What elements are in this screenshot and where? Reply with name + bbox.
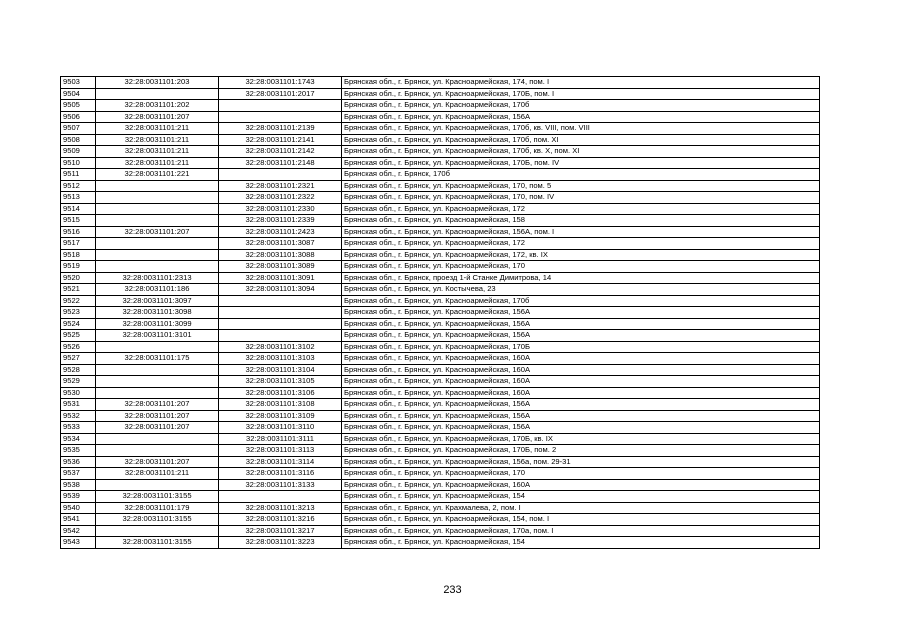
cell-row-number: 9535 bbox=[61, 445, 96, 457]
cell-row-number: 9511 bbox=[61, 169, 96, 181]
cell-row-number: 9524 bbox=[61, 318, 96, 330]
cell-address: Брянская обл., г. Брянск, ул. Красноармейская, 170б, пом. XI bbox=[342, 134, 820, 146]
cell-object-cadastral-number: 32:28:0031101:3133 bbox=[219, 479, 342, 491]
cell-object-cadastral-number: 32:28:0031101:3087 bbox=[219, 238, 342, 250]
cell-parcel-cadastral-number: 32:28:0031101:207 bbox=[96, 111, 219, 123]
cell-parcel-cadastral-number bbox=[96, 387, 219, 399]
cell-row-number: 9528 bbox=[61, 364, 96, 376]
registry-table bbox=[60, 76, 820, 549]
cell-address: Брянская обл., г. Брянск, проезд 1-й Станке Димитрова, 14 bbox=[342, 272, 820, 284]
table-row bbox=[61, 146, 820, 158]
cell-parcel-cadastral-number bbox=[96, 433, 219, 445]
table-row bbox=[61, 456, 820, 468]
cell-parcel-cadastral-number: 32:28:0031101:179 bbox=[96, 502, 219, 514]
cell-address: Брянская обл., г. Брянск, ул. Красноармейская, 170Б, пом. I bbox=[342, 88, 820, 100]
cell-row-number: 9509 bbox=[61, 146, 96, 158]
cell-row-number: 9541 bbox=[61, 514, 96, 526]
cell-object-cadastral-number bbox=[219, 169, 342, 181]
cell-parcel-cadastral-number: 32:28:0031101:3098 bbox=[96, 307, 219, 319]
cell-row-number: 9525 bbox=[61, 330, 96, 342]
cell-parcel-cadastral-number bbox=[96, 215, 219, 227]
cell-parcel-cadastral-number: 32:28:0031101:211 bbox=[96, 146, 219, 158]
cell-object-cadastral-number bbox=[219, 491, 342, 503]
cell-row-number: 9510 bbox=[61, 157, 96, 169]
cell-address: Брянская обл., г. Брянск, ул. Красноармейская, 170Б, пом. 2 bbox=[342, 445, 820, 457]
cell-object-cadastral-number: 32:28:0031101:3111 bbox=[219, 433, 342, 445]
cell-row-number: 9534 bbox=[61, 433, 96, 445]
cell-object-cadastral-number: 32:28:0031101:2141 bbox=[219, 134, 342, 146]
cell-object-cadastral-number bbox=[219, 100, 342, 112]
cell-address: Брянская обл., г. Брянск, ул. Красноармейская, 156А bbox=[342, 410, 820, 422]
cell-address: Брянская обл., г. Брянск, ул. Красноармейская, 160А bbox=[342, 376, 820, 388]
cell-address: Брянская обл., г. Брянск, ул. Красноармейская, 160А bbox=[342, 479, 820, 491]
cell-object-cadastral-number: 32:28:0031101:3103 bbox=[219, 353, 342, 365]
cell-row-number: 9514 bbox=[61, 203, 96, 215]
cell-object-cadastral-number: 32:28:0031101:2423 bbox=[219, 226, 342, 238]
table-row bbox=[61, 376, 820, 388]
cell-object-cadastral-number: 32:28:0031101:3116 bbox=[219, 468, 342, 480]
cell-row-number: 9543 bbox=[61, 537, 96, 549]
cell-parcel-cadastral-number: 32:28:0031101:221 bbox=[96, 169, 219, 181]
cell-address: Брянская обл., г. Брянск, ул. Красноармейская, 170Б, пом. IV bbox=[342, 157, 820, 169]
cell-address: Брянская обл., г. Брянск, ул. Красноармейская, 154 bbox=[342, 537, 820, 549]
cell-address: Брянская обл., г. Брянск, ул. Красноармейская, 156А bbox=[342, 111, 820, 123]
cell-parcel-cadastral-number: 32:28:0031101:203 bbox=[96, 77, 219, 89]
cell-object-cadastral-number bbox=[219, 318, 342, 330]
table-row bbox=[61, 537, 820, 549]
table-row bbox=[61, 226, 820, 238]
table-row bbox=[61, 468, 820, 480]
table-row bbox=[61, 514, 820, 526]
cell-row-number: 9531 bbox=[61, 399, 96, 411]
cell-address: Брянская обл., г. Брянск, ул. Красноармейская, 172, кв. IX bbox=[342, 249, 820, 261]
cell-address: Брянская обл., г. Брянск, ул. Красноармейская, 156А bbox=[342, 422, 820, 434]
table-row bbox=[61, 341, 820, 353]
cell-parcel-cadastral-number: 32:28:0031101:211 bbox=[96, 134, 219, 146]
cell-address: Брянская обл., г. Брянск, ул. Красноармейская, 158 bbox=[342, 215, 820, 227]
cell-row-number: 9515 bbox=[61, 215, 96, 227]
table-row bbox=[61, 203, 820, 215]
cell-row-number: 9526 bbox=[61, 341, 96, 353]
cell-row-number: 9512 bbox=[61, 180, 96, 192]
cell-parcel-cadastral-number bbox=[96, 249, 219, 261]
cell-address: Брянская обл., г. Брянск, ул. Красноармейская, 156а, пом. 29-31 bbox=[342, 456, 820, 468]
cell-parcel-cadastral-number: 32:28:0031101:175 bbox=[96, 353, 219, 365]
table-row bbox=[61, 123, 820, 135]
cell-parcel-cadastral-number: 32:28:0031101:3155 bbox=[96, 514, 219, 526]
table-row bbox=[61, 330, 820, 342]
cell-parcel-cadastral-number bbox=[96, 192, 219, 204]
cell-parcel-cadastral-number bbox=[96, 180, 219, 192]
cell-parcel-cadastral-number bbox=[96, 203, 219, 215]
table-row bbox=[61, 180, 820, 192]
cell-address: Брянская обл., г. Брянск, ул. Красноармейская, 170Б bbox=[342, 341, 820, 353]
table-row bbox=[61, 100, 820, 112]
cell-object-cadastral-number: 32:28:0031101:3088 bbox=[219, 249, 342, 261]
cell-object-cadastral-number: 32:28:0031101:3109 bbox=[219, 410, 342, 422]
cell-address: Брянская обл., г. Брянск, ул. Красноармейская, 170б bbox=[342, 295, 820, 307]
cell-parcel-cadastral-number: 32:28:0031101:3155 bbox=[96, 537, 219, 549]
table-row bbox=[61, 422, 820, 434]
cell-parcel-cadastral-number: 32:28:0031101:207 bbox=[96, 226, 219, 238]
cell-parcel-cadastral-number bbox=[96, 376, 219, 388]
registry-table-body bbox=[61, 77, 820, 549]
cell-object-cadastral-number: 32:28:0031101:3106 bbox=[219, 387, 342, 399]
cell-object-cadastral-number: 32:28:0031101:2339 bbox=[219, 215, 342, 227]
cell-row-number: 9540 bbox=[61, 502, 96, 514]
cell-row-number: 9508 bbox=[61, 134, 96, 146]
table-row bbox=[61, 77, 820, 89]
cell-row-number: 9539 bbox=[61, 491, 96, 503]
table-row bbox=[61, 169, 820, 181]
cell-object-cadastral-number: 32:28:0031101:3104 bbox=[219, 364, 342, 376]
table-row bbox=[61, 445, 820, 457]
cell-row-number: 9507 bbox=[61, 123, 96, 135]
cell-parcel-cadastral-number: 32:28:0031101:3099 bbox=[96, 318, 219, 330]
cell-row-number: 9505 bbox=[61, 100, 96, 112]
table-row bbox=[61, 238, 820, 250]
cell-address: Брянская обл., г. Брянск, ул. Красноармейская, 156А bbox=[342, 307, 820, 319]
cell-address: Брянская обл., г. Брянск, ул. Красноармейская, 170 bbox=[342, 468, 820, 480]
cell-parcel-cadastral-number bbox=[96, 479, 219, 491]
table-row bbox=[61, 387, 820, 399]
cell-address: Брянская обл., г. Брянск, ул. Красноармейская, 174, пом. I bbox=[342, 77, 820, 89]
cell-parcel-cadastral-number bbox=[96, 341, 219, 353]
cell-object-cadastral-number: 32:28:0031101:3110 bbox=[219, 422, 342, 434]
table-row bbox=[61, 215, 820, 227]
cell-object-cadastral-number: 32:28:0031101:2142 bbox=[219, 146, 342, 158]
cell-parcel-cadastral-number: 32:28:0031101:207 bbox=[96, 399, 219, 411]
cell-object-cadastral-number: 32:28:0031101:3091 bbox=[219, 272, 342, 284]
table-row bbox=[61, 353, 820, 365]
table-row bbox=[61, 88, 820, 100]
cell-address: Брянская обл., г. Брянск, ул. Красноармейская, 172 bbox=[342, 203, 820, 215]
table-row bbox=[61, 157, 820, 169]
cell-parcel-cadastral-number bbox=[96, 88, 219, 100]
cell-address: Брянская обл., г. Брянск, ул. Красноармейская, 160А bbox=[342, 387, 820, 399]
cell-row-number: 9530 bbox=[61, 387, 96, 399]
cell-object-cadastral-number bbox=[219, 307, 342, 319]
cell-address: Брянская обл., г. Брянск, 170б bbox=[342, 169, 820, 181]
cell-parcel-cadastral-number: 32:28:0031101:211 bbox=[96, 123, 219, 135]
cell-address: Брянская обл., г. Брянск, ул. Красноармейская, 156А bbox=[342, 399, 820, 411]
table-row bbox=[61, 433, 820, 445]
cell-object-cadastral-number: 32:28:0031101:3216 bbox=[219, 514, 342, 526]
cell-object-cadastral-number: 32:28:0031101:2017 bbox=[219, 88, 342, 100]
table-row bbox=[61, 502, 820, 514]
cell-object-cadastral-number: 32:28:0031101:3105 bbox=[219, 376, 342, 388]
cell-row-number: 9542 bbox=[61, 525, 96, 537]
cell-row-number: 9538 bbox=[61, 479, 96, 491]
cell-address: Брянская обл., г. Брянск, ул. Красноармейская, 154, пом. I bbox=[342, 514, 820, 526]
cell-row-number: 9518 bbox=[61, 249, 96, 261]
cell-object-cadastral-number bbox=[219, 330, 342, 342]
table-row bbox=[61, 307, 820, 319]
page-number: 233 bbox=[443, 584, 462, 596]
cell-row-number: 9517 bbox=[61, 238, 96, 250]
cell-row-number: 9537 bbox=[61, 468, 96, 480]
cell-parcel-cadastral-number: 32:28:0031101:2313 bbox=[96, 272, 219, 284]
cell-address: Брянская обл., г. Брянск, ул. Красноармейская, 170, пом. 5 bbox=[342, 180, 820, 192]
cell-address: Брянская обл., г. Брянск, ул. Красноармейская, 170б bbox=[342, 100, 820, 112]
cell-row-number: 9503 bbox=[61, 77, 96, 89]
table-row bbox=[61, 479, 820, 491]
cell-address: Брянская обл., г. Брянск, ул. Красноармейская, 156А, пом. I bbox=[342, 226, 820, 238]
table-row bbox=[61, 284, 820, 296]
cell-address: Брянская обл., г. Брянск, ул. Красноармейская, 170б, кв. X, пом. XI bbox=[342, 146, 820, 158]
cell-row-number: 9516 bbox=[61, 226, 96, 238]
cell-row-number: 9521 bbox=[61, 284, 96, 296]
cell-object-cadastral-number bbox=[219, 111, 342, 123]
cell-address: Брянская обл., г. Брянск, ул. Крахмалева, 2, пом. I bbox=[342, 502, 820, 514]
cell-address: Брянская обл., г. Брянск, ул. Красноармейская, 170Б, кв. IX bbox=[342, 433, 820, 445]
cell-object-cadastral-number: 32:28:0031101:2139 bbox=[219, 123, 342, 135]
cell-parcel-cadastral-number: 32:28:0031101:3097 bbox=[96, 295, 219, 307]
cell-object-cadastral-number: 32:28:0031101:2330 bbox=[219, 203, 342, 215]
cell-parcel-cadastral-number: 32:28:0031101:186 bbox=[96, 284, 219, 296]
table-row bbox=[61, 364, 820, 376]
cell-parcel-cadastral-number bbox=[96, 261, 219, 273]
cell-address: Брянская обл., г. Брянск, ул. Красноармейская, 160А bbox=[342, 364, 820, 376]
cell-address: Брянская обл., г. Брянск, ул. Красноармейская, 156А bbox=[342, 318, 820, 330]
cell-row-number: 9522 bbox=[61, 295, 96, 307]
cell-object-cadastral-number: 32:28:0031101:1743 bbox=[219, 77, 342, 89]
cell-object-cadastral-number: 32:28:0031101:3217 bbox=[219, 525, 342, 537]
cell-object-cadastral-number: 32:28:0031101:3102 bbox=[219, 341, 342, 353]
table-row bbox=[61, 525, 820, 537]
cell-row-number: 9532 bbox=[61, 410, 96, 422]
cell-parcel-cadastral-number: 32:28:0031101:202 bbox=[96, 100, 219, 112]
cell-address: Брянская обл., г. Брянск, ул. Костычева, 23 bbox=[342, 284, 820, 296]
table-row bbox=[61, 134, 820, 146]
cell-object-cadastral-number: 32:28:0031101:3114 bbox=[219, 456, 342, 468]
cell-row-number: 9533 bbox=[61, 422, 96, 434]
cell-row-number: 9506 bbox=[61, 111, 96, 123]
cell-object-cadastral-number: 32:28:0031101:2322 bbox=[219, 192, 342, 204]
table-row bbox=[61, 249, 820, 261]
table-row bbox=[61, 410, 820, 422]
table-row bbox=[61, 318, 820, 330]
cell-parcel-cadastral-number bbox=[96, 238, 219, 250]
cell-row-number: 9529 bbox=[61, 376, 96, 388]
cell-row-number: 9504 bbox=[61, 88, 96, 100]
cell-address: Брянская обл., г. Брянск, ул. Красноармейская, 160А bbox=[342, 353, 820, 365]
table-row bbox=[61, 192, 820, 204]
cell-row-number: 9536 bbox=[61, 456, 96, 468]
cell-parcel-cadastral-number: 32:28:0031101:211 bbox=[96, 468, 219, 480]
cell-address: Брянская обл., г. Брянск, ул. Красноармейская, 172 bbox=[342, 238, 820, 250]
cell-parcel-cadastral-number: 32:28:0031101:3101 bbox=[96, 330, 219, 342]
cell-object-cadastral-number: 32:28:0031101:3094 bbox=[219, 284, 342, 296]
cell-parcel-cadastral-number: 32:28:0031101:211 bbox=[96, 157, 219, 169]
table-row bbox=[61, 111, 820, 123]
cell-address: Брянская обл., г. Брянск, ул. Красноармейская, 170а, пом. I bbox=[342, 525, 820, 537]
cell-object-cadastral-number: 32:28:0031101:2148 bbox=[219, 157, 342, 169]
cell-object-cadastral-number bbox=[219, 295, 342, 307]
cell-object-cadastral-number: 32:28:0031101:3108 bbox=[219, 399, 342, 411]
table-row bbox=[61, 491, 820, 503]
cell-object-cadastral-number: 32:28:0031101:2321 bbox=[219, 180, 342, 192]
table-row bbox=[61, 261, 820, 273]
table-row bbox=[61, 399, 820, 411]
cell-parcel-cadastral-number bbox=[96, 525, 219, 537]
cell-address: Брянская обл., г. Брянск, ул. Красноармейская, 156А bbox=[342, 330, 820, 342]
cell-parcel-cadastral-number: 32:28:0031101:3155 bbox=[96, 491, 219, 503]
cell-parcel-cadastral-number bbox=[96, 445, 219, 457]
cell-address: Брянская обл., г. Брянск, ул. Красноармейская, 170, пом. IV bbox=[342, 192, 820, 204]
cell-object-cadastral-number: 32:28:0031101:3213 bbox=[219, 502, 342, 514]
cell-parcel-cadastral-number: 32:28:0031101:207 bbox=[96, 410, 219, 422]
cell-row-number: 9527 bbox=[61, 353, 96, 365]
table-row bbox=[61, 295, 820, 307]
cell-row-number: 9520 bbox=[61, 272, 96, 284]
cell-row-number: 9519 bbox=[61, 261, 96, 273]
cell-row-number: 9513 bbox=[61, 192, 96, 204]
cell-parcel-cadastral-number: 32:28:0031101:207 bbox=[96, 456, 219, 468]
cell-parcel-cadastral-number: 32:28:0031101:207 bbox=[96, 422, 219, 434]
cell-row-number: 9523 bbox=[61, 307, 96, 319]
cell-object-cadastral-number: 32:28:0031101:3223 bbox=[219, 537, 342, 549]
table-row bbox=[61, 272, 820, 284]
cell-address: Брянская обл., г. Брянск, ул. Красноармейская, 170 bbox=[342, 261, 820, 273]
cell-address: Брянская обл., г. Брянск, ул. Красноармейская, 170б, кв. VIII, пом. VIII bbox=[342, 123, 820, 135]
cell-address: Брянская обл., г. Брянск, ул. Красноармейская, 154 bbox=[342, 491, 820, 503]
cell-object-cadastral-number: 32:28:0031101:3113 bbox=[219, 445, 342, 457]
cell-parcel-cadastral-number bbox=[96, 364, 219, 376]
cell-object-cadastral-number: 32:28:0031101:3089 bbox=[219, 261, 342, 273]
